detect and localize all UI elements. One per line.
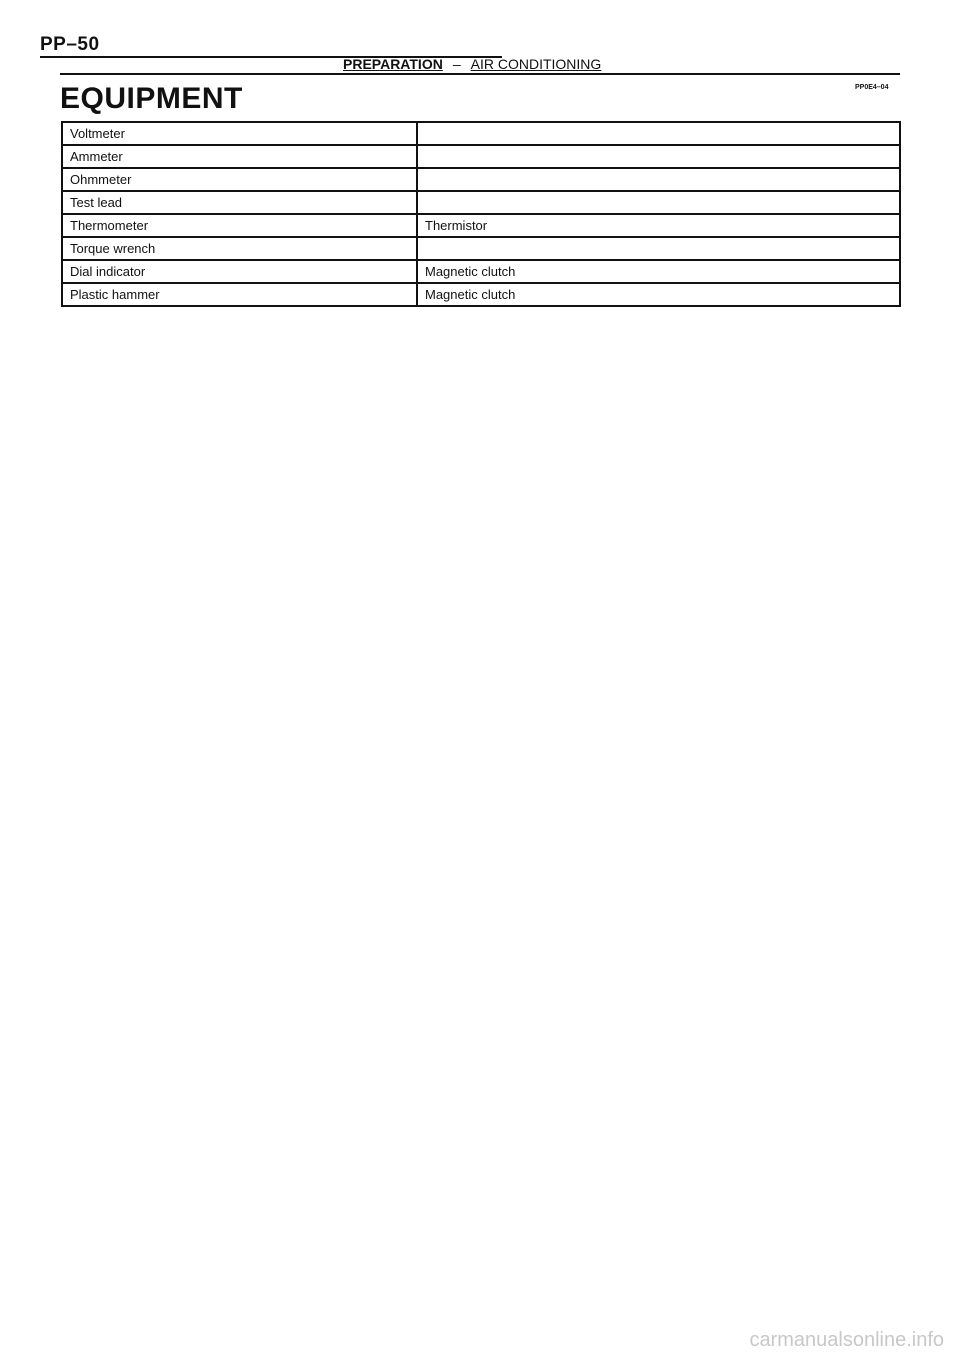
page-number: PP–50 — [40, 34, 100, 55]
equipment-item: Torque wrench — [62, 237, 417, 260]
document-code: PP0E4–04 — [855, 84, 889, 91]
equipment-item: Ohmmeter — [62, 168, 417, 191]
equipment-note: Magnetic clutch — [417, 283, 900, 306]
equipment-note — [417, 122, 900, 145]
table-row — [62, 237, 900, 260]
equipment-item: Thermometer — [62, 214, 417, 237]
table-row — [62, 145, 900, 168]
page-title: EQUIPMENT — [60, 82, 243, 115]
equipment-note: Thermistor — [417, 214, 900, 237]
equipment-note — [417, 191, 900, 214]
table-row — [62, 168, 900, 191]
equipment-item: Ammeter — [62, 145, 417, 168]
equipment-item: Test lead — [62, 191, 417, 214]
equipment-note — [417, 168, 900, 191]
table-row — [62, 214, 900, 237]
section-header — [343, 56, 601, 72]
equipment-item: Voltmeter — [62, 122, 417, 145]
watermark: carmanualsonline.info — [749, 1329, 944, 1351]
table-row — [62, 191, 900, 214]
equipment-note — [417, 145, 900, 168]
equipment-note: Magnetic clutch — [417, 260, 900, 283]
equipment-item: Dial indicator — [62, 260, 417, 283]
section-secondary: AIR CONDITIONING — [470, 56, 602, 72]
table-row — [62, 122, 900, 145]
header-rule — [60, 73, 900, 75]
table-row — [62, 260, 900, 283]
equipment-table — [61, 121, 901, 307]
equipment-note — [417, 237, 900, 260]
section-separator: – — [452, 56, 461, 72]
equipment-item: Plastic hammer — [62, 283, 417, 306]
table-row — [62, 283, 900, 306]
section-primary: PREPARATION — [343, 56, 443, 72]
